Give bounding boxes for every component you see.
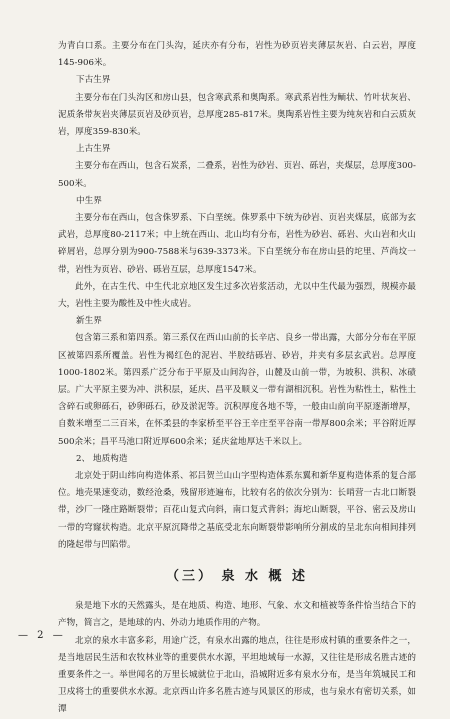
heading-cenozoic: 新生界 <box>76 316 102 327</box>
paragraph-cenozoic: 包含第三系和第四系。第三系仅在西山山前的长辛店、良乡一带出露，大部分分布在平原区被第四系所覆盖。岩性为褐红色的泥岩、半胶结砾岩、砂岩，并夹有多层玄武岩。总厚度1000-1802米。第四系广泛分布于平原及山间沟谷，山麓及山前一带，为坡积、洪积、冰碛层。广大平原主要为冲、洪积层，延庆、昌平及顺义一带有湖相沉积。岩性为粘性土，粘性土含碎石或卵砾石，砂卵砾石，砂及淤泥等。沉积厚度各地不等，一般由山前向平原逐渐增厚，自数米增至二三百米，在怀柔县的李家桥至平谷王辛庄至平谷南一带厚800余米；平谷附近厚500余米；昌平马池口附近厚600余米；延庆盆地厚达千米以上。 <box>58 333 416 447</box>
paragraph-geologic-structure: 北京处于阴山纬向构造体系、祁吕贺兰山山字型构造体系东翼和新华夏构造体系的复合部位。地壳果速变动，数经沧桑，残留形迹遍布，比较有名的依次分别为：长哨营一古北口断裂带，沙厂一隆庄路断裂带；百花山复式向斜，南口复式背斜；海坨山断裂，平谷、密云及房山一带的穹窿状构造。北京平原沉降带之基底受北东向断裂带影响所分割成的呈北东向相间排列的隆起带与凹陷带。 <box>58 471 416 550</box>
heading-upper-paleozoic: 上古生界 <box>76 144 111 155</box>
section-title <box>58 566 416 588</box>
paragraph-beijing-springs: 北京的泉水丰富多彩，用途广泛，有泉水出露的地点，往往是形成村镇的重要条件之一，是当地居民生活和农牧林业等的重要供水水源，平坦地域每一水源，又往往是形成名胜古迹的重要条件之一。举世闻名的万里长城就位于北山，沿城附近多有泉水分布，是当年筑城民工和卫戍将士的重要供水水源。北京西山许多名胜古迹与风景区的形成，也与泉水有密切关系，如潭 <box>58 635 416 715</box>
paragraph-upper-paleozoic: 主要分布在西山，包含石炭系，二叠系，岩性为砂岩、页岩、砾岩，夹煤层，总厚度300-500米。 <box>58 161 416 189</box>
page-number: — 2 — <box>18 630 66 641</box>
heading-mesozoic: 中生界 <box>76 195 102 206</box>
paragraph-precambrian: 为青白口系。主要分布在门头沟，延庆亦有分布，岩性为砂页岩夹薄层灰岩、白云岩，厚度145-906米。 <box>58 41 416 69</box>
heading-geologic-structure: 2、 地质构造 <box>76 453 128 464</box>
paragraph-lower-paleozoic: 主要分布在门头沟区和房山县，包含寒武系和奥陶系。寒武系岩性为鲕状、竹叶状灰岩、泥质条带灰岩夹薄层页岩及砂页岩，总厚度285-817米。奥陶系岩性主要为纯灰岩和白云质灰岩，厚度359-830米。 <box>58 92 416 138</box>
paragraph-magmatism: 此外，在古生代、中生代北京地区发生过多次岩浆活动，尤以中生代最为强烈，规模亦最大，岩性主要为酸性及中性火成岩。 <box>58 281 416 310</box>
section-title-text: （三） 泉 水 概 述 <box>165 569 309 585</box>
body-text <box>58 38 416 719</box>
paragraph-springs-intro: 泉是地下水的天然露头，是在地质、构造、地形、气象、水文和植被等条件恰当结合下的产物，简言之，是地球的内、外动力地质作用的产物。 <box>58 601 416 629</box>
heading-lower-paleozoic: 下古生界 <box>76 75 111 86</box>
paragraph-mesozoic: 主要分布在西山，包含侏罗系、下白垩统。侏罗系中下统为砂岩、页岩夹煤层，底部为玄武岩，总厚度80-2117米；中上统在西山、北山均有分布，岩性为砂岩、砾岩、火山岩和火山碎屑岩，总厚分别为900-7588米与639-3373米。下白垩统分布在房山县的坨里、芦尚坟一带，岩性为页岩、砂岩、砾岩互层，总厚度1547米。 <box>58 213 416 275</box>
